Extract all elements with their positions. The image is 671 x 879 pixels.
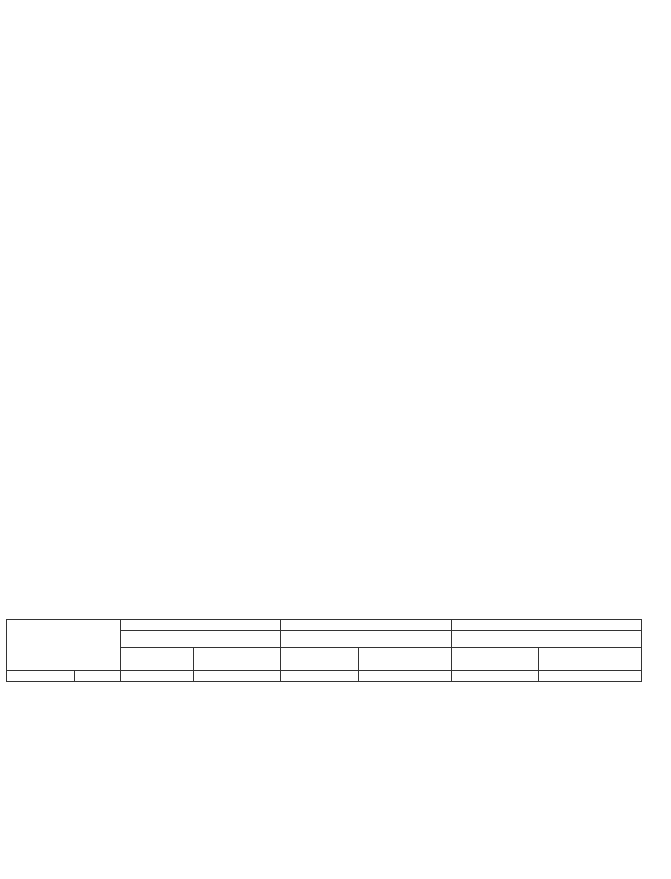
example-a-received [121, 671, 194, 682]
example-c-given [539, 671, 642, 682]
column-c-header [452, 620, 642, 631]
column-b-header [281, 620, 452, 631]
effect-table [6, 619, 642, 682]
a-value-received-header [121, 648, 194, 671]
effect-header [452, 631, 642, 648]
account-affected-header [121, 631, 281, 648]
date-header [7, 620, 121, 671]
example-b-given [359, 671, 452, 682]
c-value-received-header [452, 648, 539, 671]
year-month-cell [7, 671, 75, 682]
b-value-received-header [281, 648, 359, 671]
b-value-given-header [359, 648, 452, 671]
example-c-received [452, 671, 539, 682]
example-a-given [194, 671, 281, 682]
example-b-received [281, 671, 359, 682]
account-classification-header [281, 631, 452, 648]
c-value-given-header [539, 648, 642, 671]
column-a-header [121, 620, 281, 631]
example-day [75, 671, 121, 682]
a-value-given-header [194, 648, 281, 671]
